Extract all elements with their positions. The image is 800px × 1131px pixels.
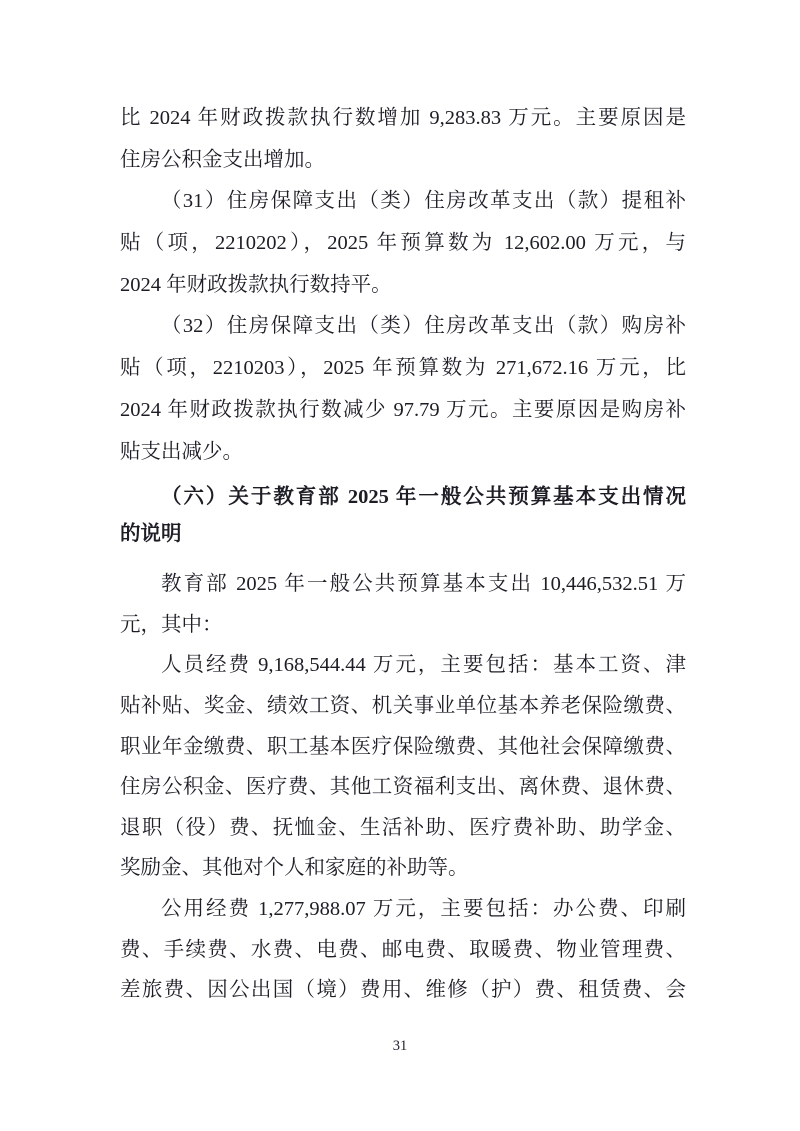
text-line: 人员经费 9,168,544.44 万元，主要包括：基本工资、津 xyxy=(161,654,686,677)
heading-line: 的说明 xyxy=(120,523,182,546)
paragraph-group-basic-expenditure xyxy=(120,564,686,1011)
text-line: 住房公积金、医疗费、其他工资福利支出、离休费、退休费、 xyxy=(120,776,686,799)
text-line: 贴支出减少。 xyxy=(120,440,243,463)
text-line: 差旅费、因公出国（境）费用、维修（护）费、租赁费、会 xyxy=(120,979,686,1002)
text-line: （31）住房保障支出（类）住房改革支出（款）提租补 xyxy=(161,190,686,213)
text-line: 教育部 2025 年一般公共预算基本支出 10,446,532.51 万 xyxy=(161,573,686,596)
text-line: 住房公积金支出增加。 xyxy=(120,148,325,171)
text-line: 费、手续费、水费、电费、邮电费、取暖费、物业管理费、 xyxy=(120,938,686,961)
section-heading xyxy=(120,479,686,553)
text-line: 职业年金缴费、职工基本医疗保险缴费、其他社会保障缴费、 xyxy=(120,735,686,758)
text-line: 公用经费 1,277,988.07 万元，主要包括：办公费、印刷 xyxy=(161,897,686,920)
heading-line: （六）关于教育部 2025 年一般公共预算基本支出情况 xyxy=(161,486,686,509)
text-line: 2024 年财政拨款执行数持平。 xyxy=(120,273,392,296)
text-line: 退职（役）费、抚恤金、生活补助、医疗费补助、助学金、 xyxy=(120,816,686,839)
text-line: （32）住房保障支出（类）住房改革支出（款）购房补 xyxy=(161,315,686,338)
text-line: 2024 年财政拨款执行数减少 97.79 万元。主要原因是购房补 xyxy=(120,398,686,421)
text-line: 奖励金、其他对个人和家庭的补助等。 xyxy=(120,857,469,880)
paragraph-group-fiscal-items xyxy=(120,98,686,473)
text-line: 贴补贴、奖金、绩效工资、机关事业单位基本养老保险缴费、 xyxy=(120,694,686,717)
text-line: 贴（项，2210203），2025 年预算数为 271,672.16 万元，比 xyxy=(120,357,686,380)
text-line: 贴（项，2210202），2025 年预算数为 12,602.00 万元，与 xyxy=(120,232,686,255)
page-number: 31 xyxy=(392,1038,408,1054)
text-line: 比 2024 年财政拨款执行数增加 9,283.83 万元。主要原因是 xyxy=(120,107,686,129)
document-body xyxy=(120,98,686,1011)
text-line: 元，其中： xyxy=(120,613,223,636)
